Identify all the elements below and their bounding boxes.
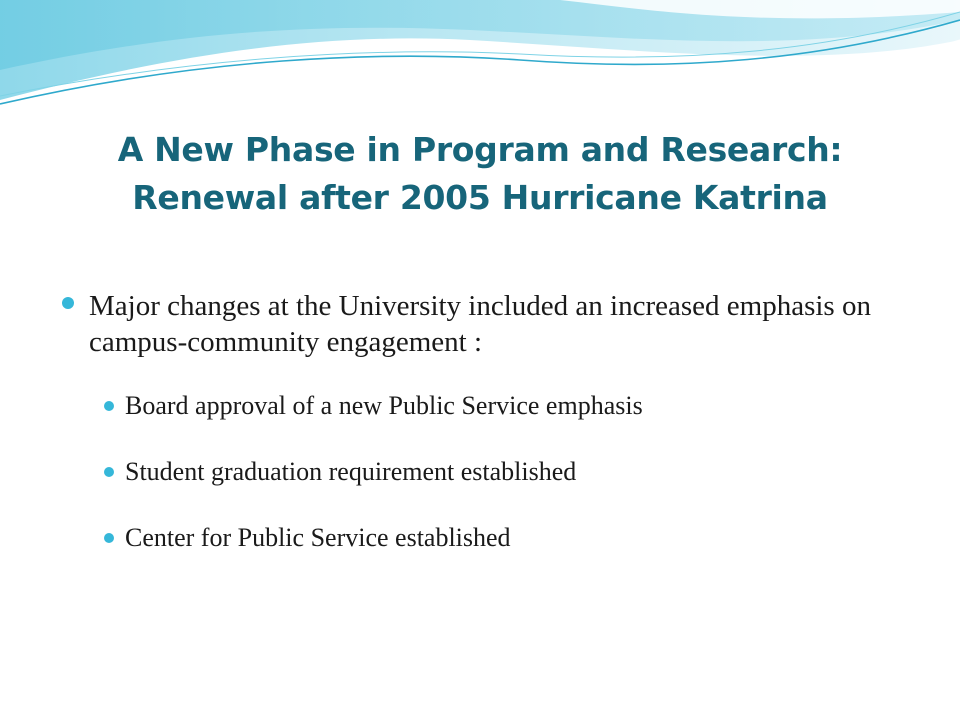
slide-title (60, 126, 900, 222)
sub-bullet-dot-icon (104, 401, 114, 411)
title-line-2: Renewal after 2005 Hurricane Katrina (132, 178, 828, 217)
title-line-1: A New Phase in Program and Research: (117, 130, 843, 169)
sub-bullet-text: Student graduation requirement established (125, 457, 577, 486)
sub-bullet-list (104, 390, 922, 588)
sub-bullet-item (104, 390, 922, 456)
sub-bullet-text: Center for Public Service established (125, 523, 511, 552)
sub-bullet-dot-icon (104, 467, 114, 477)
bullet-list (62, 288, 922, 588)
bullet-text: Major changes at the University included an increased emphasis on campus-community engagement : (89, 290, 871, 358)
wave-decoration (0, 0, 960, 130)
sub-bullet-item (104, 456, 922, 522)
sub-bullet-dot-icon (104, 533, 114, 543)
sub-bullet-text: Board approval of a new Public Service emphasis (125, 391, 643, 420)
bullet-dot-icon (62, 297, 74, 309)
sub-bullet-item (104, 522, 922, 588)
bullet-item (62, 288, 922, 360)
